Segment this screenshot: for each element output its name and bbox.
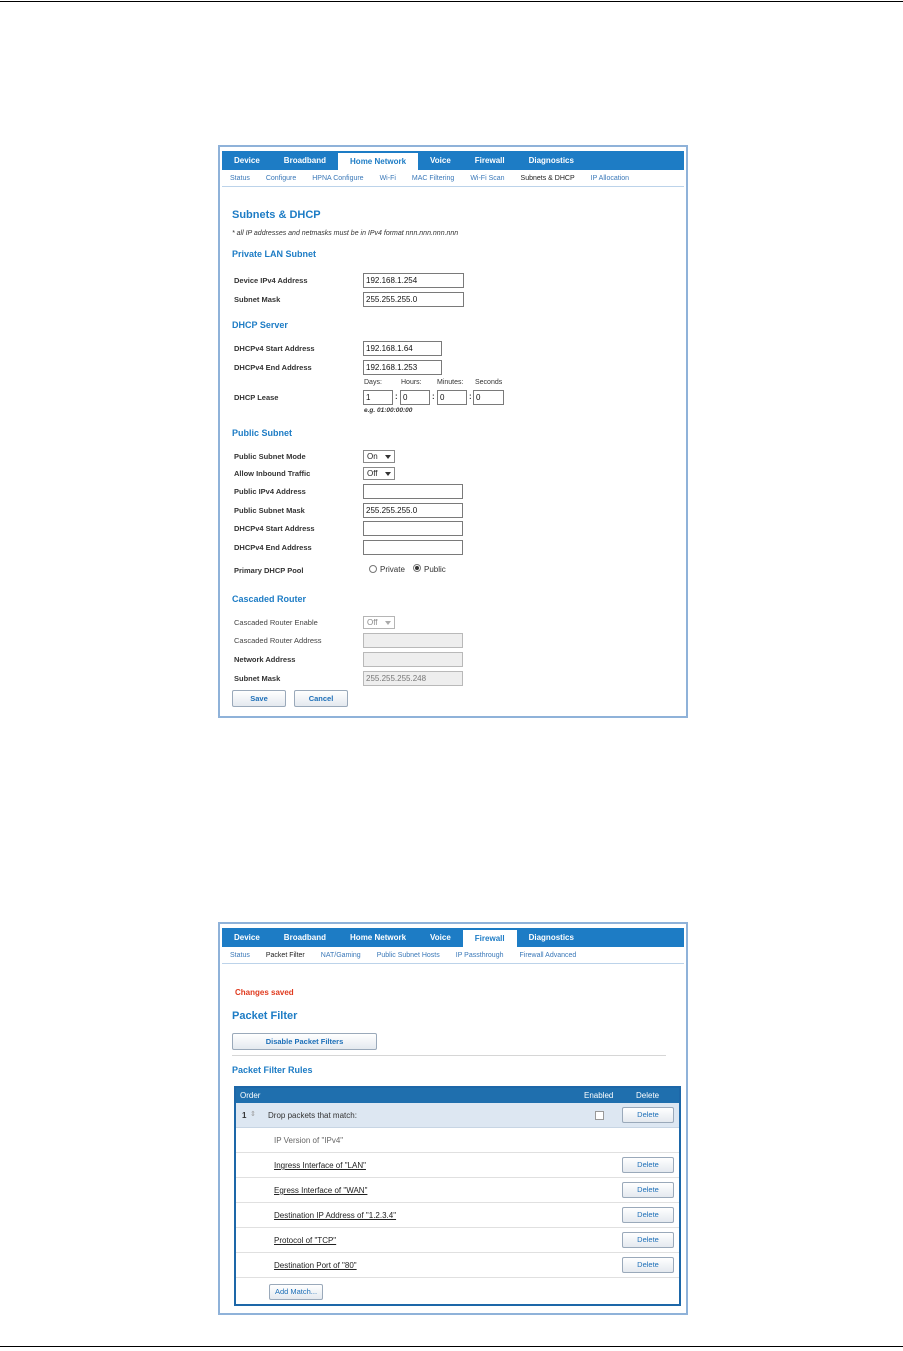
public-mask-label: Public Subnet Mask — [234, 506, 305, 515]
dhcp-server-heading: DHCP Server — [232, 320, 288, 330]
disable-packet-filters-button[interactable]: Disable Packet Filters — [232, 1033, 377, 1050]
public-ip-label: Public IPv4 Address — [234, 487, 306, 496]
dhcp-start-input[interactable]: 192.168.1.64 — [363, 341, 442, 356]
lease-minutes-label: Minutes: — [437, 379, 464, 386]
subtab-public-subnet-hosts[interactable]: Public Subnet Hosts — [376, 952, 440, 959]
tab-device[interactable]: Device — [234, 156, 260, 165]
divider — [232, 1055, 666, 1056]
page-bottom-rule — [0, 1346, 903, 1347]
lease-separator: : — [395, 392, 398, 401]
match-destination-ip-link[interactable]: Destination IP Address of "1.2.3.4" — [274, 1211, 397, 1220]
lease-separator: : — [469, 392, 472, 401]
subtab-ip-allocation[interactable]: IP Allocation — [590, 175, 630, 182]
changes-saved-message: Changes saved — [235, 988, 294, 997]
tab-device[interactable]: Device — [234, 933, 260, 942]
subnet-mask-label: Subnet Mask — [234, 295, 281, 304]
tab-firewall[interactable]: Firewall — [463, 930, 517, 947]
lease-hours-label: Hours: — [401, 379, 422, 386]
lease-seconds-label: Seconds — [475, 379, 503, 386]
cascaded-address-label: Cascaded Router Address — [234, 636, 322, 645]
subtab-status[interactable]: Status — [230, 175, 250, 182]
chevron-down-icon — [385, 455, 391, 459]
tab-broadband[interactable]: Broadband — [283, 933, 327, 942]
subtab-wifi[interactable]: Wi-Fi — [379, 175, 396, 182]
public-subnet-mode-value: On — [367, 452, 378, 461]
allow-inbound-label: Allow Inbound Traffic — [234, 469, 311, 478]
tab-diagnostics[interactable]: Diagnostics — [528, 933, 574, 942]
subtab-hpna-configure[interactable]: HPNA Configure — [312, 175, 364, 182]
lease-separator: : — [432, 392, 435, 401]
tab-home-network[interactable]: Home Network — [350, 933, 407, 942]
page-top-rule — [0, 1, 903, 2]
subtab-ip-passthrough[interactable]: IP Passthrough — [455, 952, 504, 959]
table-row — [236, 1103, 679, 1128]
private-lan-heading: Private LAN Subnet — [232, 249, 317, 259]
lease-hours-input[interactable]: 0 — [400, 390, 430, 405]
dhcp-start-label: DHCPv4 Start Address — [234, 344, 315, 353]
subtab-nat-gaming[interactable]: NAT/Gaming — [320, 952, 361, 959]
table-row — [236, 1203, 679, 1228]
public-subnet-mode-label: Public Subnet Mode — [234, 452, 306, 461]
chevron-down-icon — [385, 621, 391, 625]
pool-public-label: Public — [424, 565, 446, 574]
subtab-firewall-advanced[interactable]: Firewall Advanced — [519, 952, 577, 959]
cancel-button[interactable]: Cancel — [294, 690, 348, 707]
match-protocol-link[interactable]: Protocol of "TCP" — [274, 1236, 337, 1245]
table-row — [236, 1178, 679, 1203]
subtab-wifi-scan[interactable]: Wi-Fi Scan — [470, 175, 505, 182]
chevron-down-icon — [385, 472, 391, 476]
subtab-subnets-dhcp[interactable]: Subnets & DHCP — [520, 175, 575, 182]
pool-private-label: Private — [380, 565, 405, 574]
delete-match-button[interactable]: Delete — [622, 1207, 674, 1223]
sub-nav — [222, 170, 684, 187]
table-row — [236, 1153, 679, 1178]
cascaded-enable-label: Cascaded Router Enable — [234, 618, 318, 627]
cascaded-enable-value: Off — [367, 618, 378, 627]
dhcp-end-input[interactable]: 192.168.1.253 — [363, 360, 442, 375]
subtab-mac-filtering[interactable]: MAC Filtering — [411, 175, 455, 182]
lease-days-input[interactable]: 1 — [363, 390, 393, 405]
tab-home-network[interactable]: Home Network — [338, 153, 418, 170]
delete-match-button[interactable]: Delete — [622, 1157, 674, 1173]
tab-voice[interactable]: Voice — [430, 156, 451, 165]
pool-private-radio[interactable] — [369, 565, 377, 573]
subnets-dhcp-screenshot — [218, 145, 688, 718]
add-match-button[interactable]: Add Match... — [269, 1284, 323, 1300]
lease-seconds-input[interactable]: 0 — [473, 390, 504, 405]
tab-diagnostics[interactable]: Diagnostics — [528, 156, 574, 165]
page-title: Subnets & DHCP — [232, 209, 321, 221]
device-ip-input[interactable]: 192.168.1.254 — [363, 273, 464, 288]
dhcp-end-label: DHCPv4 End Address — [234, 363, 312, 372]
page-title: Packet Filter — [232, 1010, 298, 1022]
enabled-header: Enabled — [584, 1091, 614, 1100]
cascaded-mask-input[interactable]: 255.255.255.248 — [363, 671, 463, 686]
lease-example: e.g. 01:00:00:00 — [364, 407, 413, 414]
allow-inbound-value: Off — [367, 469, 378, 478]
tab-firewall[interactable]: Firewall — [474, 156, 505, 165]
table-row — [236, 1253, 679, 1278]
subnet-mask-input[interactable]: 255.255.255.0 — [363, 292, 464, 307]
public-dhcp-start-label: DHCPv4 Start Address — [234, 524, 315, 533]
order-header: Order — [240, 1091, 261, 1100]
delete-match-button[interactable]: Delete — [622, 1182, 674, 1198]
match-egress-link[interactable]: Egress Interface of "WAN" — [274, 1186, 368, 1195]
rules-heading: Packet Filter Rules — [232, 1065, 313, 1075]
public-ip-input[interactable] — [363, 484, 463, 499]
pool-public-radio[interactable] — [413, 564, 421, 572]
delete-header: Delete — [636, 1091, 660, 1100]
match-ip-version: IP Version of "IPv4" — [274, 1136, 344, 1145]
match-destination-port-link[interactable]: Destination Port of "80" — [274, 1261, 357, 1270]
main-nav — [222, 151, 684, 170]
lease-days-label: Days: — [364, 379, 382, 386]
cascaded-router-heading: Cascaded Router — [232, 594, 307, 604]
format-note: * all IP addresses and netmasks must be in IPv4 format nnn.nnn.nnn.nnn — [232, 230, 459, 237]
main-nav — [222, 928, 684, 947]
subtab-packet-filter[interactable]: Packet Filter — [265, 952, 305, 959]
packet-filter-screenshot — [218, 922, 688, 1315]
public-dhcp-end-input[interactable] — [363, 540, 463, 555]
table-row — [236, 1228, 679, 1253]
cascaded-mask-label: Subnet Mask — [234, 674, 281, 683]
subtab-status[interactable]: Status — [230, 952, 250, 959]
tab-voice[interactable]: Voice — [430, 933, 451, 942]
public-dhcp-start-input[interactable] — [363, 521, 463, 536]
packet-filter-rules-table — [234, 1086, 681, 1306]
delete-rule-button[interactable]: Delete — [622, 1107, 674, 1123]
sort-arrows-icon[interactable]: ⇕ — [250, 1111, 256, 1118]
public-dhcp-end-label: DHCPv4 End Address — [234, 543, 312, 552]
rule-description: Drop packets that match: — [268, 1111, 357, 1120]
match-ingress-link[interactable]: Ingress Interface of "LAN" — [274, 1161, 366, 1170]
dhcp-lease-label: DHCP Lease — [234, 393, 279, 402]
primary-pool-label: Primary DHCP Pool — [234, 566, 304, 575]
network-address-input[interactable] — [363, 652, 463, 667]
sub-nav — [222, 947, 684, 964]
delete-match-button[interactable]: Delete — [622, 1257, 674, 1273]
subtab-configure[interactable]: Configure — [265, 175, 297, 182]
allow-inbound-select[interactable] — [363, 467, 395, 480]
device-ip-label: Device IPv4 Address — [234, 276, 308, 285]
save-button[interactable]: Save — [232, 690, 286, 707]
public-subnet-mode-select[interactable] — [363, 450, 395, 463]
rule-order: 1 — [242, 1111, 247, 1120]
table-row — [236, 1128, 679, 1153]
cascaded-enable-select[interactable] — [363, 616, 395, 629]
public-mask-input[interactable]: 255.255.255.0 — [363, 503, 463, 518]
table-header — [236, 1088, 679, 1103]
network-address-label: Network Address — [234, 655, 296, 664]
rule-enabled-checkbox[interactable] — [595, 1111, 604, 1120]
delete-match-button[interactable]: Delete — [622, 1232, 674, 1248]
lease-minutes-input[interactable]: 0 — [437, 390, 467, 405]
public-subnet-heading: Public Subnet — [232, 428, 293, 438]
cascaded-address-input[interactable] — [363, 633, 463, 648]
tab-broadband[interactable]: Broadband — [283, 156, 327, 165]
